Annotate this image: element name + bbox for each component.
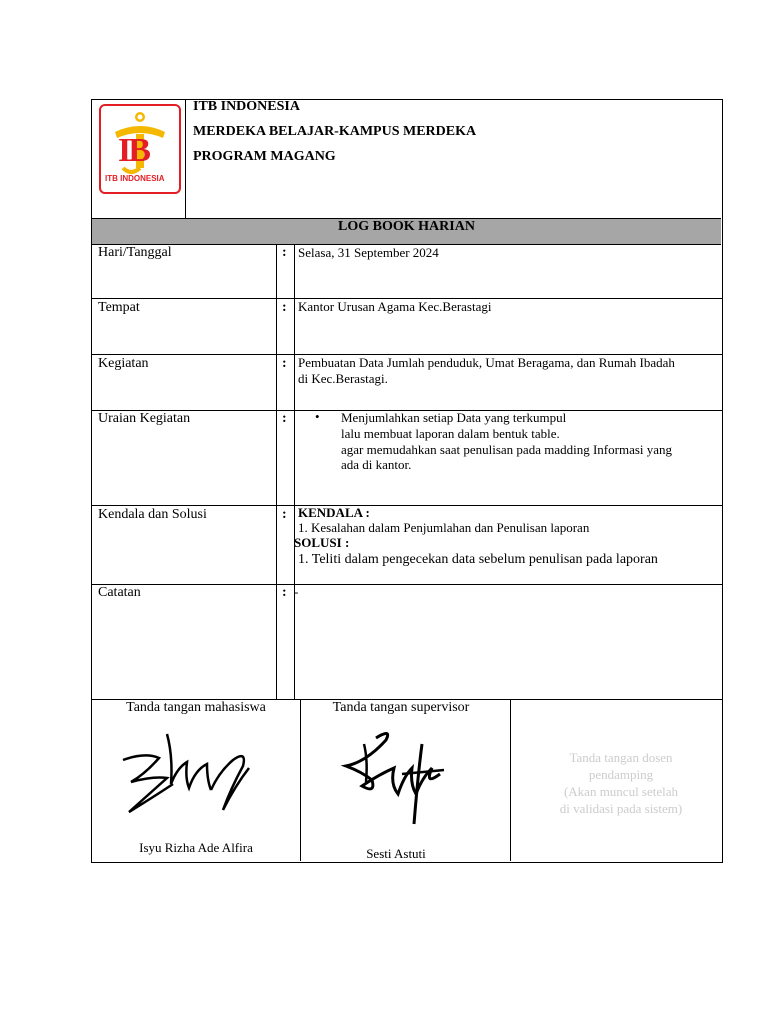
signature-supervisor bbox=[336, 724, 452, 830]
logo-letters: IB bbox=[118, 132, 148, 169]
uraian-line2: lalu membuat laporan dalam bentuk table. bbox=[341, 426, 560, 441]
dosen-line2: pendamping bbox=[588, 767, 654, 782]
dosen-signature-placeholder bbox=[511, 749, 731, 817]
bullet-icon: • bbox=[315, 409, 320, 424]
value-kegiatan-line2: di Kec.Berastagi. bbox=[298, 371, 388, 386]
colon: : bbox=[282, 507, 287, 522]
label-column-divider bbox=[276, 244, 277, 699]
header-program-line: MERDEKA BELAJAR-KAMPUS MERDEKA bbox=[193, 124, 477, 139]
logo-caption: ITB INDONESIA bbox=[105, 174, 165, 183]
dosen-line4: di validasi pada sistem) bbox=[559, 801, 683, 816]
header-institution: ITB INDONESIA bbox=[193, 99, 300, 114]
uraian-line4: ada di kantor. bbox=[341, 457, 412, 472]
uraian-line1: Menjumlahkan setiap Data yang terkumpul bbox=[341, 410, 567, 425]
label-catatan: Catatan bbox=[98, 585, 141, 600]
dosen-line3: (Akan muncul setelah bbox=[563, 784, 679, 799]
colon: : bbox=[282, 585, 287, 600]
colon: : bbox=[282, 411, 287, 426]
colon: : bbox=[282, 245, 287, 260]
label-kendala-solusi: Kendala dan Solusi bbox=[98, 507, 207, 522]
kendala-item: 1. Kesalahan dalam Penjumlahan dan Penulisan laporan bbox=[298, 520, 590, 535]
header-program-name: PROGRAM MAGANG bbox=[193, 149, 336, 164]
row-divider bbox=[91, 505, 722, 506]
kendala-title: KENDALA : bbox=[298, 505, 370, 520]
itb-logo bbox=[99, 104, 181, 194]
dosen-line1: Tanda tangan dosen bbox=[569, 750, 673, 765]
signature-divider bbox=[300, 700, 301, 861]
value-hari-tanggal: Selasa, 31 September 2024 bbox=[298, 245, 439, 260]
row-divider bbox=[91, 584, 722, 585]
signature-name-mahasiswa: Isyu Rizha Ade Alfira bbox=[139, 840, 253, 855]
solusi-item: 1. Teliti dalam pengecekan data sebelum penulisan pada laporan bbox=[298, 552, 658, 567]
label-uraian-kegiatan: Uraian Kegiatan bbox=[98, 411, 191, 426]
signature-mahasiswa bbox=[115, 726, 255, 818]
solusi-title: SOLUSI : bbox=[294, 535, 350, 550]
signature-name-supervisor: Sesti Astuti bbox=[366, 846, 426, 861]
value-tempat: Kantor Urusan Agama Kec.Berastagi bbox=[298, 299, 492, 314]
colon: : bbox=[282, 300, 287, 315]
label-hari-tanggal: Hari/Tanggal bbox=[98, 245, 172, 260]
value-catatan: - bbox=[294, 584, 299, 599]
uraian-line3: agar memudahkan saat penulisan pada madding Informasi yang bbox=[341, 442, 673, 457]
signature-label-supervisor: Tanda tangan supervisor bbox=[332, 700, 470, 715]
value-kegiatan-line1: Pembuatan Data Jumlah penduduk, Umat Beragama, dan Rumah Ibadah bbox=[298, 355, 675, 370]
label-kegiatan: Kegiatan bbox=[98, 356, 149, 371]
logo-divider bbox=[185, 99, 186, 218]
colon: : bbox=[282, 356, 287, 371]
logbook-title: LOG BOOK HARIAN bbox=[338, 219, 475, 234]
signature-label-mahasiswa: Tanda tangan mahasiswa bbox=[126, 700, 266, 715]
label-tempat: Tempat bbox=[98, 300, 140, 315]
colon-column-divider bbox=[294, 244, 295, 699]
